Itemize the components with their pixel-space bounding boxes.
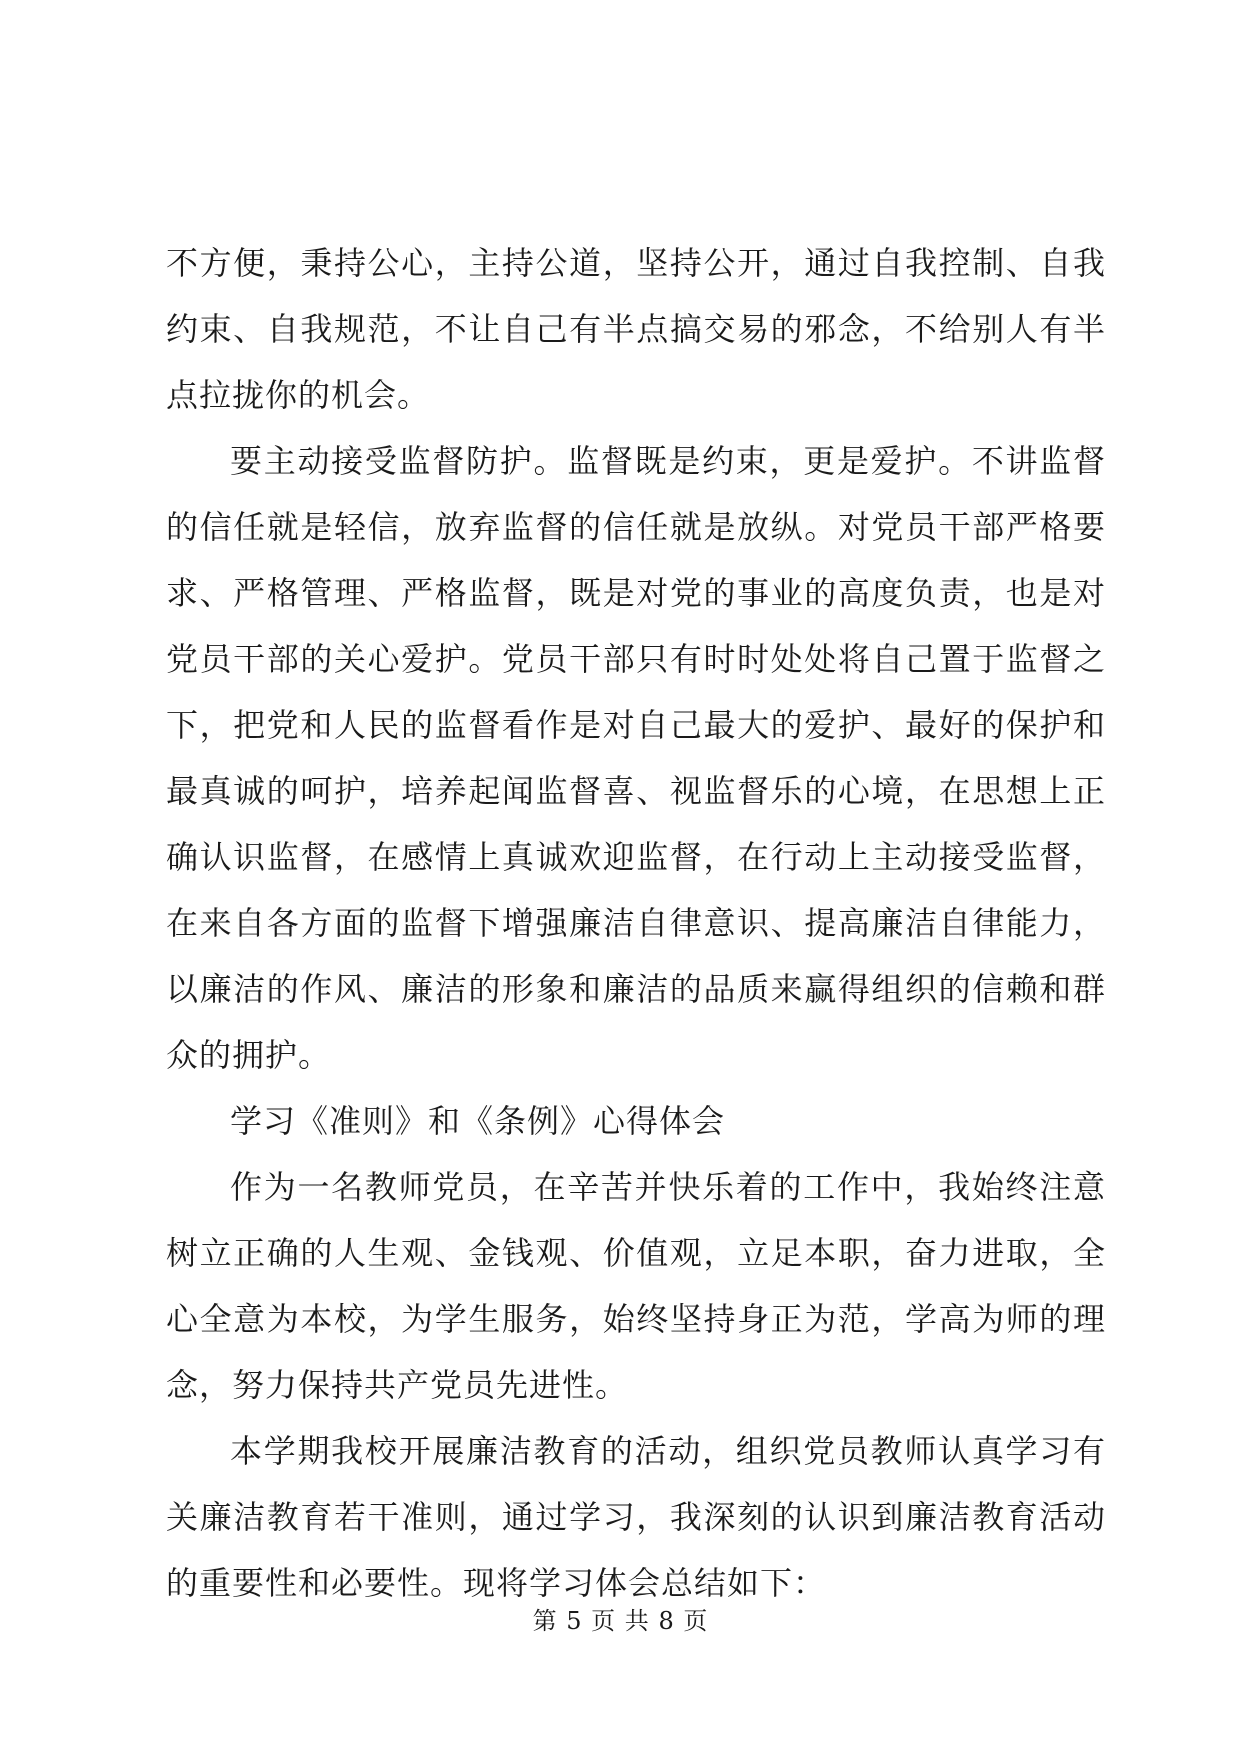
paragraph-continued: 不方便，秉持公心，主持公道，坚持公开，通过自我控制、自我约束、自我规范，不让自己有半点搞交易的邪念，不给别人有半点拉拢你的机会。 — [166, 244, 1106, 414]
section-title: 学习《准则》和《条例》心得体会 — [230, 1102, 726, 1140]
paragraph-supervision: 要主动接受监督防护。监督既是约束，更是爱护。不讲监督的信任就是轻信，放弃监督的信任就是放纵。对党员干部严格要求、严格管理、严格监督，既是对党的事业的高度负责，也是对党员干部的关心爱护。党员干部只有时时处处将自己置于监督之下，把党和人民的监督看作是对自己最大的爱护、最好的保护和最真诚的呵护，培养起闻监督喜、视监督乐的心境，在思想上正确认识监督，在感情上真诚欢迎监督，在行动上主动接受监督，在来自各方面的监督下增强廉洁自律意识、提高廉洁自律能力，以廉洁的作风、廉洁的形象和廉洁的品质来赢得组织的信赖和群众的拥护。 — [166, 442, 1106, 1074]
page-number-footer: 第 5 页 共 8 页 — [532, 1607, 709, 1635]
document-body — [166, 230, 1106, 1616]
paragraph-teacher-intro: 作为一名教师党员，在辛苦并快乐着的工作中，我始终注意树立正确的人生观、金钱观、价值观，立足本职，奋力进取，全心全意为本校，为学生服务，始终坚持身正为范，学高为师的理念，努力保持共产党员先进性。 — [166, 1168, 1106, 1404]
paragraph-activity: 本学期我校开展廉洁教育的活动，组织党员教师认真学习有关廉洁教育若干准则，通过学习，我深刻的认识到廉洁教育活动的重要性和必要性。现将学习体会总结如下： — [166, 1432, 1106, 1602]
